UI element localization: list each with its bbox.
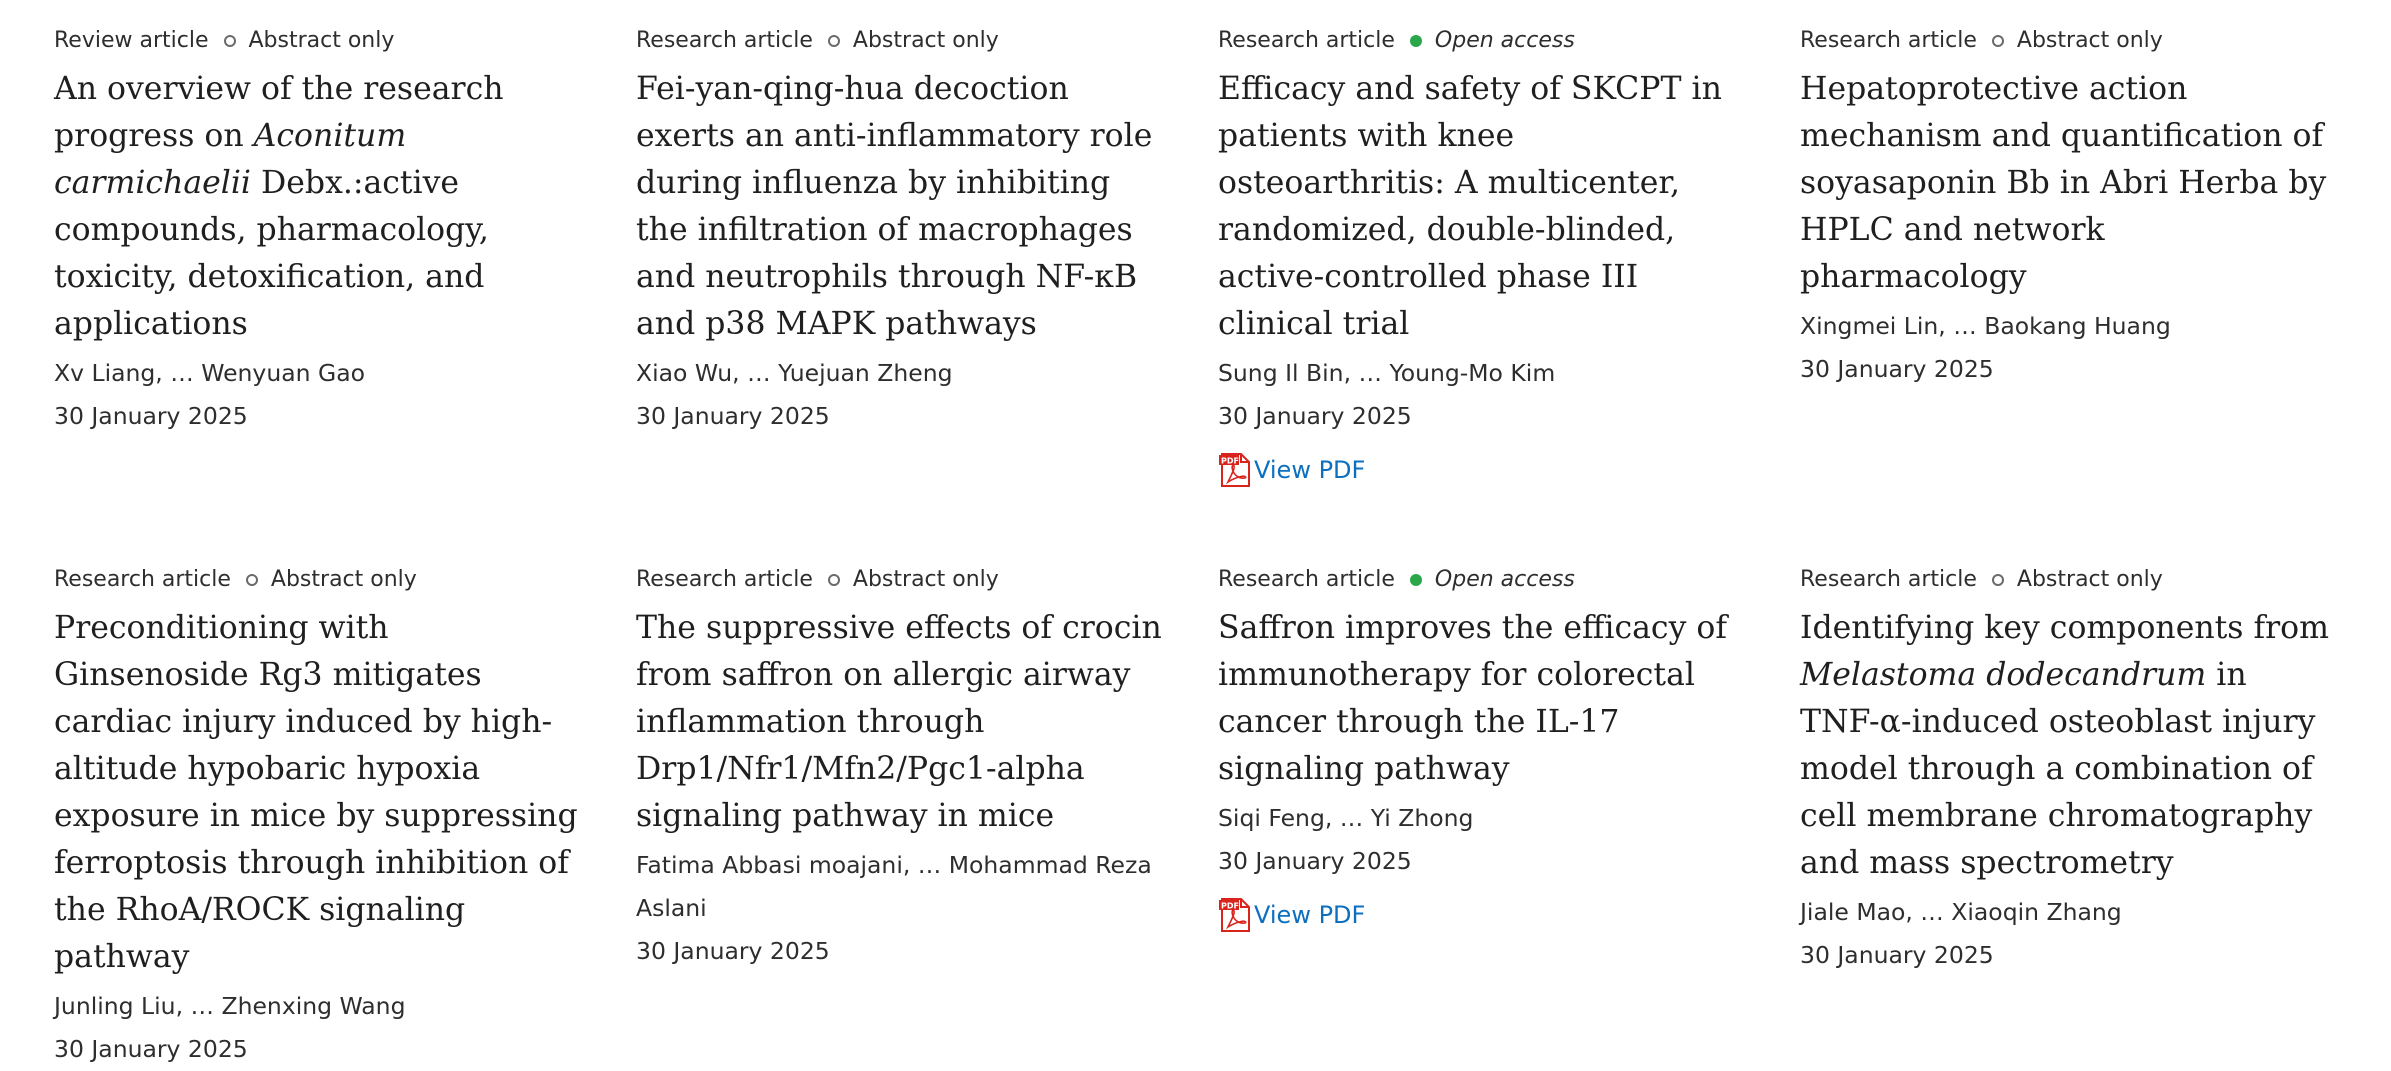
pdf-icon <box>1218 897 1252 933</box>
abstract-only-ring-icon <box>1992 574 2004 586</box>
article-type: Research article <box>1218 567 1395 592</box>
article-card <box>1800 0 2330 391</box>
article-authors: Junling Liu, … Zhenxing Wang <box>54 992 406 1020</box>
access-status: Open access <box>1434 28 1575 53</box>
access-status: Abstract only <box>852 28 999 53</box>
abstract-only-ring-icon <box>828 35 840 47</box>
article-date: 30 January 2025 <box>1218 847 1412 875</box>
article-authors: Xingmei Lin, … Baokang Huang <box>1800 312 2171 340</box>
abstract-only-ring-icon <box>224 35 236 47</box>
title-species: Aconitum carmichaelii <box>54 118 407 201</box>
pdf-icon <box>1218 452 1252 488</box>
article-card <box>1800 539 2330 977</box>
article-date: 30 January 2025 <box>636 937 830 965</box>
svg-text:PDF: PDF <box>1221 901 1239 911</box>
article-meta <box>1800 566 2330 594</box>
article-type: Research article <box>1218 28 1395 53</box>
article-date: 30 January 2025 <box>1218 402 1412 430</box>
access-status: Abstract only <box>270 567 417 592</box>
article-date: 30 January 2025 <box>636 402 830 430</box>
article-title-link[interactable] <box>54 66 584 348</box>
article-type: Research article <box>1800 28 1977 53</box>
article-meta <box>1218 566 1748 594</box>
access-status: Open access <box>1434 567 1575 592</box>
article-meta <box>636 566 1166 594</box>
open-access-dot-icon <box>1410 574 1422 586</box>
article-card <box>54 0 584 438</box>
title-species: Melastoma dodecandrum <box>1800 657 2207 693</box>
article-authors: Fatima Abbasi moajani, … Mohammad Reza Aslani <box>636 851 1152 922</box>
abstract-only-ring-icon <box>246 574 258 586</box>
article-date: 30 January 2025 <box>1800 355 1994 383</box>
article-title-link[interactable]: Preconditioning with Ginsenoside Rg3 mitigates cardiac injury induced by high-altitude hypobaric hypoxia exposure in mice by suppressing ferroptosis through inhibition of the RhoA/ROCK signaling pathway <box>54 610 578 975</box>
svg-text:PDF: PDF <box>1221 456 1239 466</box>
article-type: Research article <box>636 28 813 53</box>
article-meta <box>1800 27 2330 55</box>
article-card <box>54 539 584 1071</box>
article-title-link[interactable]: Saffron improves the efficacy of immunotherapy for colorectal cancer through the IL-17 signaling pathway <box>1218 610 1727 787</box>
abstract-only-ring-icon <box>828 574 840 586</box>
article-type: Research article <box>1800 567 1977 592</box>
access-status: Abstract only <box>2016 567 2163 592</box>
article-date: 30 January 2025 <box>54 1035 248 1063</box>
article-card <box>636 0 1166 438</box>
abstract-only-ring-icon <box>1992 35 2004 47</box>
article-type: Research article <box>636 567 813 592</box>
article-card <box>1218 539 1748 933</box>
title-text-rest: in TNF-α-induced osteoblast injury model through a combination of cell membrane chromatography and mass spectrometry <box>1800 657 2316 881</box>
article-card <box>636 539 1166 973</box>
article-title-link[interactable]: Efficacy and safety of SKCPT in patients with knee osteoarthritis: A multicenter, randomized, double-blinded, active-controlled phase III clinical trial <box>1218 71 1722 342</box>
article-type: Research article <box>54 567 231 592</box>
view-pdf-link[interactable] <box>1218 452 1748 488</box>
view-pdf-link[interactable] <box>1218 897 1748 933</box>
article-meta <box>1218 27 1748 55</box>
article-authors: Xiao Wu, … Yuejuan Zheng <box>636 359 953 387</box>
article-authors: Sung Il Bin, … Young-Mo Kim <box>1218 359 1556 387</box>
article-title-link[interactable]: The suppressive effects of crocin from saffron on allergic airway inflammation through Drp1/Nfr1/Mfn2/Pgc1-alpha signaling pathway in mice <box>636 610 1162 834</box>
title-text: An overview of the research progress on <box>54 71 504 154</box>
article-title-link[interactable]: Hepatoprotective action mechanism and quantification of soyasaponin Bb in Abri Herba by HPLC and network pharmacology <box>1800 71 2327 295</box>
title-text-rest: Debx.:active compounds, pharmacology, toxicity, detoxification, and applications <box>54 165 489 342</box>
article-grid <box>54 0 2384 1063</box>
access-status: Abstract only <box>248 28 395 53</box>
article-authors: Siqi Feng, … Yi Zhong <box>1218 804 1474 832</box>
article-meta <box>54 566 584 594</box>
article-card <box>1218 0 1748 488</box>
view-pdf-label: View PDF <box>1254 456 1366 484</box>
article-date: 30 January 2025 <box>54 402 248 430</box>
access-status: Abstract only <box>852 567 999 592</box>
title-text: Identifying key components from <box>1800 610 2330 646</box>
article-title-link[interactable]: Fei-yan-qing-hua decoction exerts an anti-inflammatory role during influenza by inhibiting the infiltration of macrophages and neutrophils through NF-κB and p38 MAPK pathways <box>636 71 1153 342</box>
article-meta <box>54 27 584 55</box>
open-access-dot-icon <box>1410 35 1422 47</box>
article-authors: Jiale Mao, … Xiaoqin Zhang <box>1800 898 2122 926</box>
article-authors: Xv Liang, … Wenyuan Gao <box>54 359 365 387</box>
article-meta <box>636 27 1166 55</box>
article-date: 30 January 2025 <box>1800 941 1994 969</box>
access-status: Abstract only <box>2016 28 2163 53</box>
view-pdf-label: View PDF <box>1254 901 1366 929</box>
article-title-link[interactable] <box>1800 605 2330 887</box>
article-type: Review article <box>54 28 209 53</box>
